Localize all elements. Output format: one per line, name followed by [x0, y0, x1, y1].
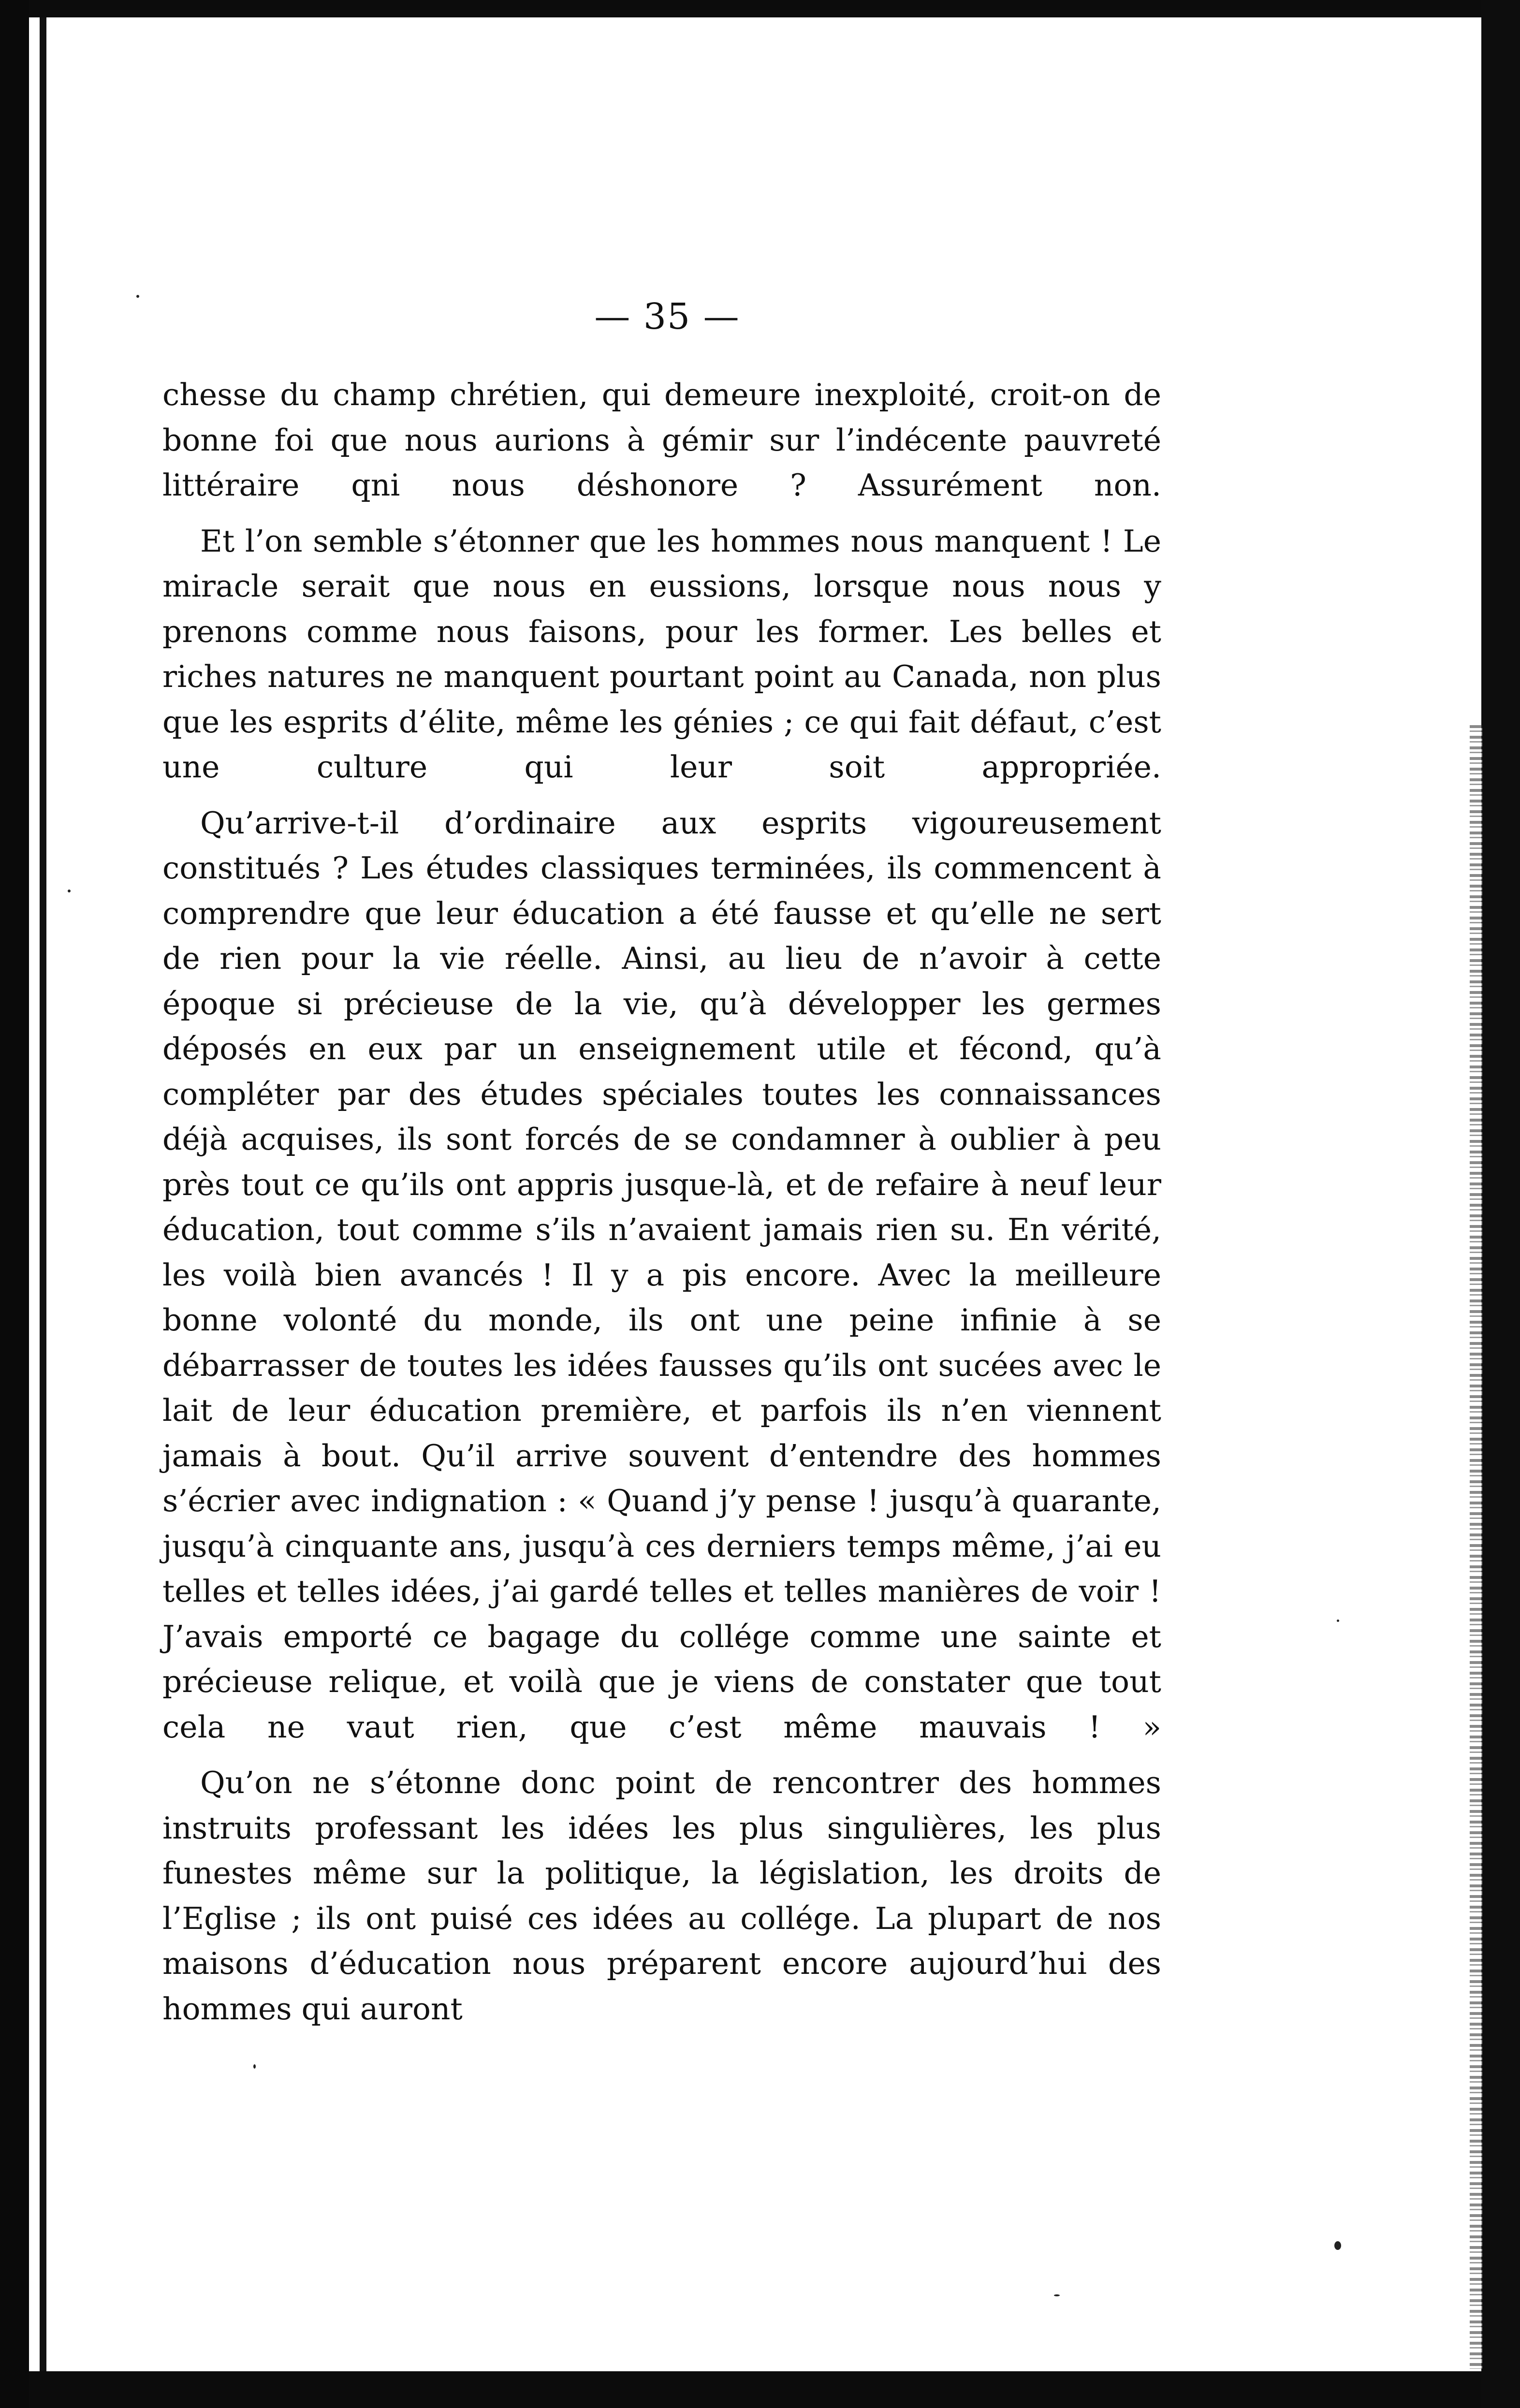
scan-border-left — [0, 0, 29, 2408]
scan-speck — [136, 295, 139, 298]
paragraph-idees-singulieres: Qu’on ne s’étonne donc point de rencontrer des hommes instruits professant les idées les plus singulières, les plus funestes même sur la politique, la législation, les droits de l’Eglise ; ils ont puisé ces idées au collége. La plupart de nos maisons d’éducation nous préparent encore aujourd’hui des hommes qui auront — [162, 1765, 1161, 2027]
scan-speck — [1337, 1620, 1339, 1622]
paragraph-continuation: chesse du champ chrétien, qui demeure inexploité, croit-on de bonne foi que nous aurions à gémir sur l’indécente pauvreté littéraire qni nous déshonore ? Assurément non. — [162, 377, 1161, 503]
paragraph-esprits-vigoureux: Qu’arrive-t-il d’ordinaire aux esprits vigoureusement constitués ? Les études classiques terminées, ils commencent à comprendre que leur éducation a été fausse et qu’elle ne sert de rien pour la vie réelle. Ainsi, au lieu de n’avoir à cette époque si précieuse de la vie, qu’à développer les germes déposés en eux par un enseignement utile et fécond, qu’à compléter par des études spéciales toutes les connaissances déjà acquises, ils sont forcés de se condamner à oublier à peu près tout ce qu’ils ont appris jusque-là, et de refaire à neuf leur éducation, tout comme s’ils n’avaient jamais rien su. En vérité, les voilà bien avancés ! Il y a pis encore. Avec la meilleure bonne volonté du monde, ils ont une peine infinie à se débarrasser de toutes les idées fausses qu’ils ont sucées avec le lait de leur éducation première, et parfois ils n’en viennent jamais à bout. Qu’il arrive souvent d’entendre des hommes s’écrier avec indignation : « Quand j’y pense ! jusqu’à quarante, jusqu’à cinquante ans, jusqu’à ces derniers temps même, j’ai eu telles et telles idées, j’ai gardé telles et telles manières de voir ! J’avais emporté ce bagage du collége comme une sainte et précieuse relique, et voilà que je viens de constater que tout cela ne vaut rien, que c’est même mauvais ! » — [162, 805, 1161, 1745]
scan-border-right — [1481, 0, 1520, 2408]
scan-speck — [1334, 2241, 1341, 2250]
scan-border-bottom — [29, 2371, 1520, 2408]
scan-speck — [253, 2064, 256, 2069]
paragraph-hommes-manquent: Et l’on semble s’étonner que les hommes nous manquent ! Le miracle serait que nous en eussions, lorsque nous nous y prenons comme nous faisons, pour les former. Les belles et riches natures ne manquent pourtant point au Canada, non plus que les esprits d’élite, même les génies ; ce qui fait défaut, c’est une culture qui leur soit appropriée. — [162, 523, 1161, 785]
scan-border-left-inner — [29, 0, 46, 2408]
page-number: — 35 — — [594, 296, 740, 337]
scan-speck — [1054, 2294, 1060, 2296]
page-edge-texture — [1470, 725, 1482, 2369]
body-text — [162, 372, 1161, 2042]
scan-speck — [68, 890, 71, 892]
scan-border-top — [29, 0, 1520, 17]
